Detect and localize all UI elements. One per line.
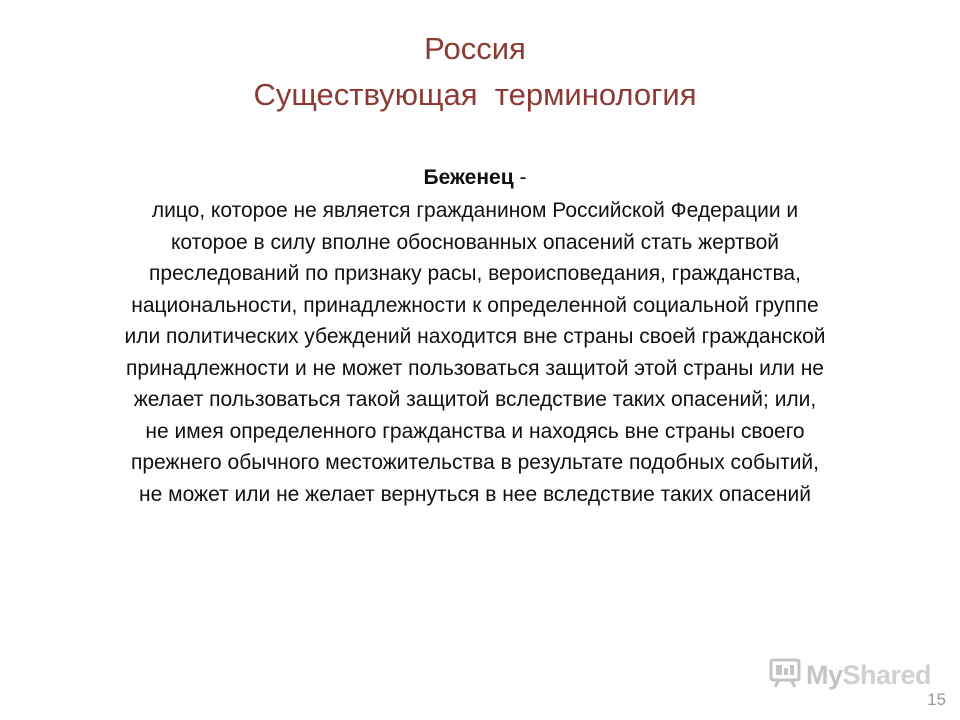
definition-line: не имея определенного гражданства и находясь вне страны своего (145, 419, 805, 443)
title-line-1: Россия (424, 31, 526, 66)
definition-line: желает пользоваться такой защитой вследствие таких опасений; или, (133, 388, 817, 411)
definition-line: прежнего обычного местожительства в результате подобных событий, (131, 451, 819, 474)
title-line-2: Существующая терминология (253, 77, 697, 112)
term-word: Беженец (423, 166, 514, 189)
slide-title (0, 26, 950, 118)
term-separator: - (513, 166, 527, 189)
definition-line: не может или не желает вернуться в нее вследствие таких опасений (139, 482, 811, 506)
definition-line: лицо, которое не является гражданином Российской Федерации и (151, 199, 799, 222)
definition-line: национальности, принадлежности к определенной социальной группе (131, 293, 819, 317)
definition-text (20, 195, 930, 510)
definition-line: преследований по признаку расы, вероисповедания, гражданства, (149, 262, 801, 285)
presentation-board-icon (768, 656, 802, 695)
myshared-watermark (768, 655, 931, 695)
definition-line: принадлежности и не может пользоваться защитой этой страны или не (126, 356, 824, 380)
definition-line: или политических убеждений находится вне страны своей гражданской (124, 325, 826, 348)
page-number: 15 (927, 690, 946, 709)
watermark-text: MyShared (806, 659, 932, 690)
term-heading (0, 163, 950, 193)
definition-line: которое в силу вполне обоснованных опасений стать жертвой (170, 230, 780, 254)
